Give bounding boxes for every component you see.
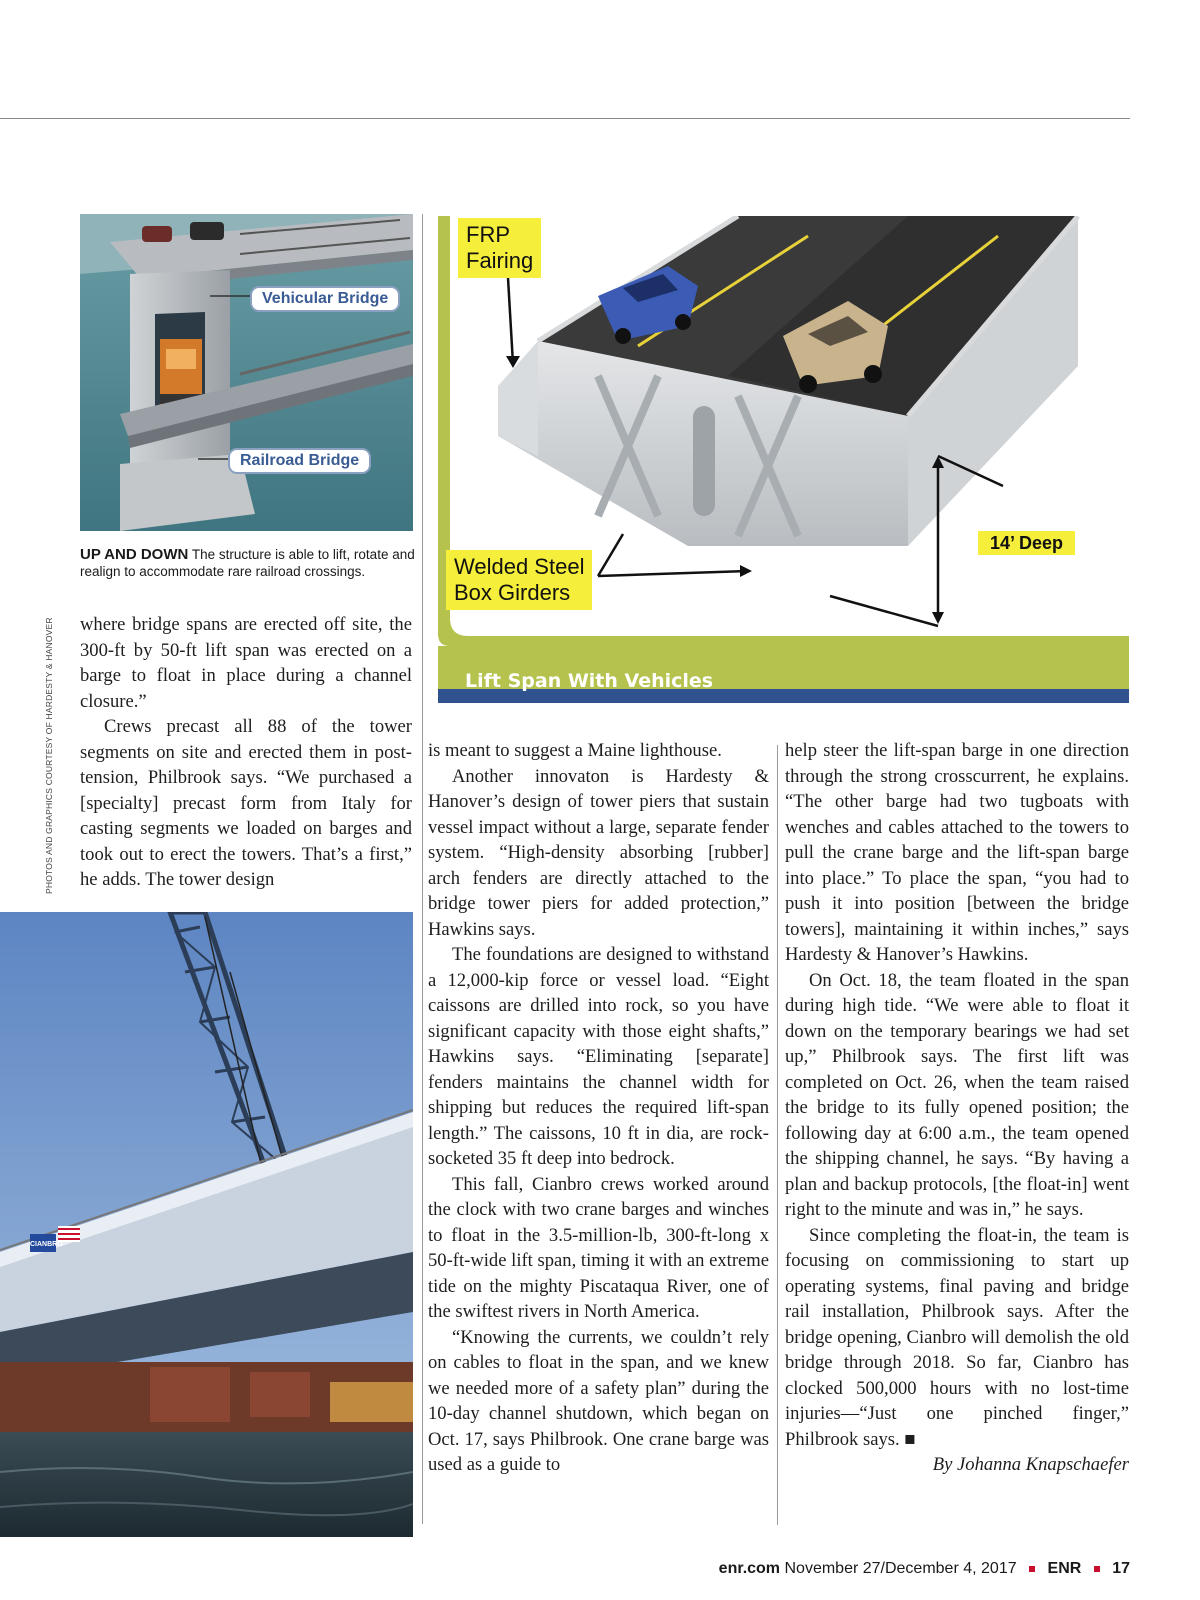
footer-separator-icon [1029,1566,1035,1572]
lift-span-illustration-art [438,216,1129,719]
col2-paragraph: Another innovaton is Hardesty & Hanover’s design of tower piers that sustain vessel impact without a large, separate fender system. “High-density absorbing [rubber] arch fenders are directly attached to the bridge tower piers for added protection,” Hawkins says. [428,765,769,940]
lift-span-title: Lift Span With Vehicles [465,670,714,692]
col1-paragraph: where bridge spans are erected off site, the 300-ft by 50-ft lift span was erected on a barge to float in place during a channel closure.” [80,614,412,712]
byline: By Johanna Knapschaefer [932,1454,1129,1475]
frp-fairing-line2: Fairing [466,248,534,273]
col2-paragraph: The foundations are designed to withstand a 12,000-kip force or vessel load. “Eight caissons are drilled into rock, so you have significant capacity with those eight shafts,” Hawkins says. “Eliminating [separate] fenders maintains the channel width for shipping but reduces the required lift-span length.” The caissons, 10 ft in dia, are rock-socketed 35 ft deep into bedrock. [428,944,769,1169]
cianbro-banner-text: CIANBRO [30,1241,63,1248]
frp-fairing-line1: FRP [466,222,510,247]
article-column-2 [428,738,769,1478]
footer-site: enr.com [718,1560,781,1577]
depth-label: 14’ Deep [978,531,1075,555]
lift-span-illustration [438,216,1129,719]
box-girders-line1: Welded Steel [454,554,585,579]
col2-paragraph: is meant to suggest a Maine lighthouse. [428,740,722,761]
photo-credit: PHOTOS AND GRAPHICS COURTESY OF HARDESTY & HANOVER [44,617,54,894]
box-girders-line2: Box Girders [454,580,571,605]
col2-paragraph: “Knowing the currents, we couldn’t rely on cables to float in the span, and we knew we needed more of a safety plan” during the 10-day channel shutdown, which began on Oct. 17, says Philbrook. One crane barge was used as a guide to [428,1326,769,1475]
footer-magazine: ENR [1047,1560,1082,1577]
footer-page-number: 17 [1112,1560,1130,1577]
caption-lead: UP AND DOWN [80,546,189,563]
tower-illustration [80,214,413,531]
footer-separator-icon [1094,1566,1100,1572]
tower-illustration-art [80,214,413,531]
col3-paragraph: Since completing the float-in, the team is focusing on commissioning to start up operating systems, final paving and bridge rail installation, Philbrook says. After the bridge opening, Cianbro will demolish the old bridge through 2018. So far, Cianbro has clocked 500,000 hours with no lost-time injuries—“Just one pinched finger,” Philbrook says. ■ [785,1224,1129,1450]
vehicular-bridge-callout: Vehicular Bridge [250,286,400,312]
column-divider [422,214,423,1524]
col2-paragraph: This fall, Cianbro crews worked around the clock with two crane barges and winches to float in the 3.5-million-lb, 300-ft-long x 50-ft-wide lift span, timing it with an extreme tide on the mighty Piscataqua River, one of the swiftest rivers in North America. [428,1173,769,1322]
tower-caption [80,546,415,580]
crane-photo [0,912,413,1537]
page-footer [719,1560,1130,1578]
col3-paragraph: help steer the lift-span barge in one direction through the strong crosscurrent, he explains. “The other barge had two tugboats with wenches and cables attached to the towers to pull the crane barge and the lift-span barge into place.” To place the span, “you had to push it into position [between the bridge towers], maintaining it within inches,” says Hardesty & Hanover’s Hawkins. [785,740,1129,965]
col3-paragraph: On Oct. 18, the team floated in the span during high tide. “We were able to float it down on the temporary bearings we had set up,” Philbrook says. The first lift was completed on Oct. 26, when the team raised the bridge to its fully opened position; the following day at 6:00 a.m., the team opened the shipping channel, he says. “By having a plan and backup protocols, [the float-in] went right to the minute and was in,” he says. [785,969,1129,1220]
col1-paragraph: Crews precast all 88 of the tower segments on site and erected them in post-tension, Philbrook says. “We purchased a [specialty] precast form from Italy for casting segments we loaded on barges and took out to erect the towers. That’s a first,” he adds. The tower design [80,716,412,890]
railroad-bridge-callout: Railroad Bridge [228,448,371,474]
article-column-1 [80,612,412,893]
box-girders-label [446,550,592,610]
footer-date: November 27/December 4, 2017 [784,1560,1017,1577]
article-column-3 [785,738,1129,1478]
column-divider [777,745,778,1525]
frp-fairing-label [458,218,541,278]
header-rule [0,118,1130,119]
caption-text: The structure is able to lift, rotate and realign to accommodate rare railroad crossings. [80,547,415,579]
crane-photo-art [0,912,413,1537]
